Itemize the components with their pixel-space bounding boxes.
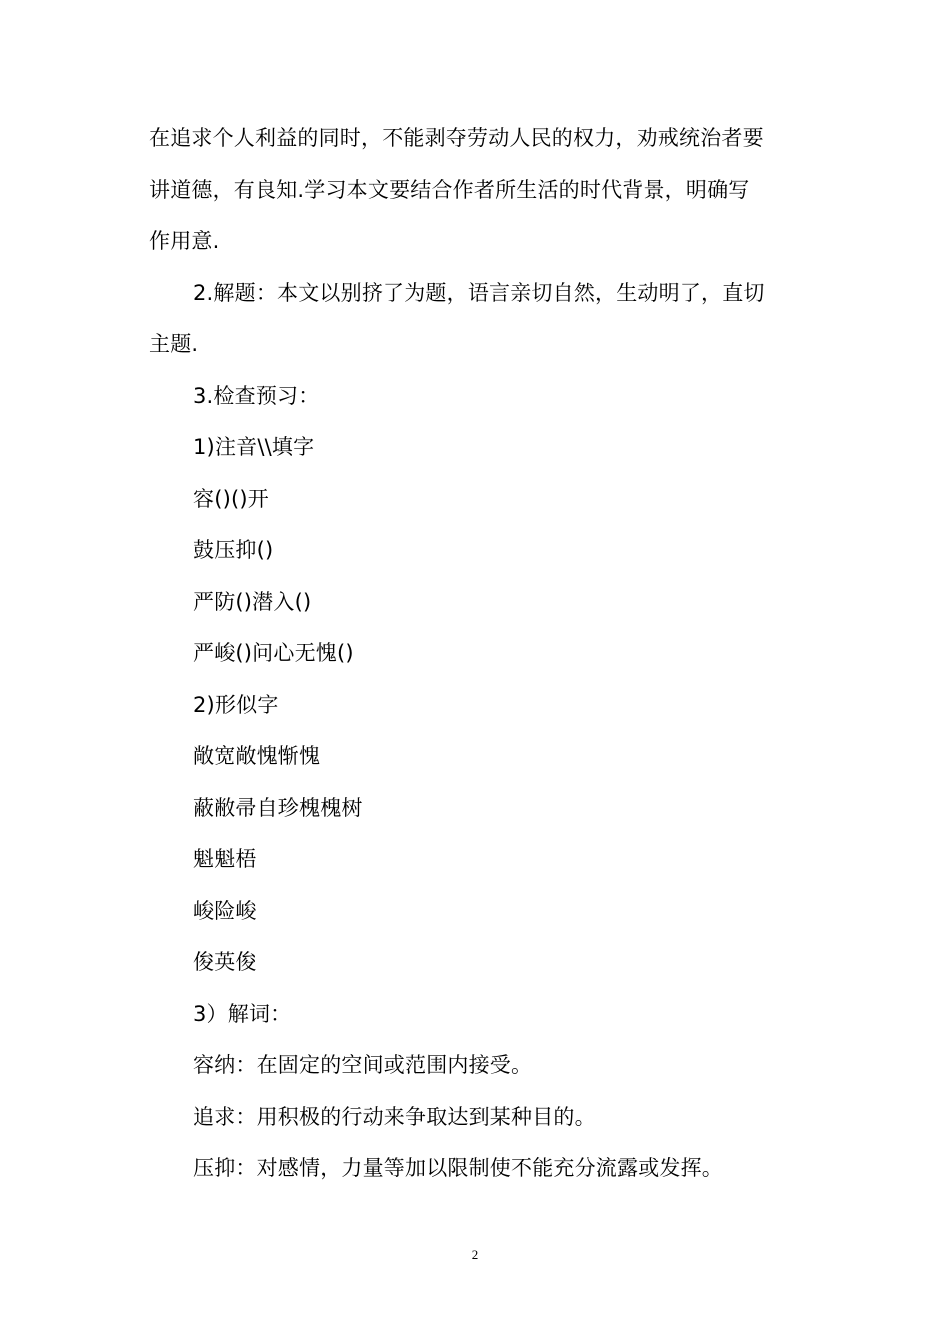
list-item: 严峻()问心无愧() [193, 641, 354, 665]
paragraph-line: 主题. [149, 332, 199, 356]
list-item: 蔽敝帚自珍槐槐树 [193, 796, 363, 820]
list-item: 敞宽敞愧惭愧 [193, 744, 321, 768]
subsection-heading: 3）解词： [193, 1002, 292, 1026]
list-item: 追求：用积极的行动来争取达到某种目的。 [193, 1105, 596, 1129]
list-item: 峻险峻 [193, 899, 257, 923]
list-item: 鼓压抑() [193, 538, 274, 562]
page-number: 2 [471, 1247, 479, 1262]
list-item: 容()()开 [193, 487, 269, 511]
paragraph-line: 讲道德，有良知.学习本文要结合作者所生活的时代背景，明确写 [149, 178, 750, 202]
list-item: 压抑：对感情，力量等加以限制使不能充分流露或发挥。 [193, 1156, 723, 1180]
list-item: 容纳：在固定的空间或范围内接受。 [193, 1053, 533, 1077]
paragraph-line: 2.解题：本文以别挤了为题，语言亲切自然，生动明了，直切 [193, 281, 765, 305]
subsection-heading: 1)注音\\填字 [193, 435, 315, 459]
list-item: 俊英俊 [193, 950, 257, 974]
paragraph-line: 在追求个人利益的同时，不能剥夺劳动人民的权力，劝戒统治者要 [149, 126, 764, 150]
list-item: 魁魁梧 [193, 847, 257, 871]
list-item: 严防()潜入() [193, 590, 312, 614]
paragraph-line: 作用意. [149, 229, 220, 253]
section-heading: 3.检查预习： [193, 384, 320, 408]
subsection-heading: 2)形似字 [193, 693, 279, 717]
